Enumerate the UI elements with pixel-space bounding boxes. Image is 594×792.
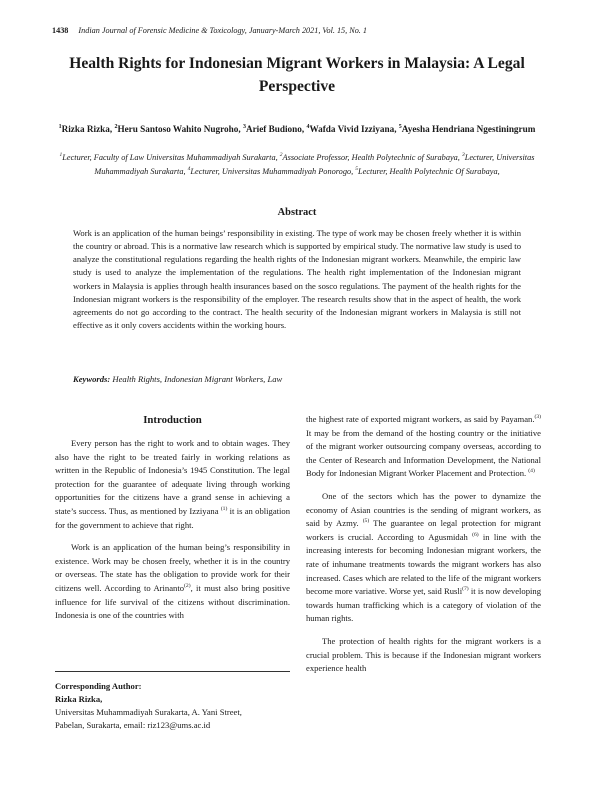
author-name: Ayesha Hendriana Ngestiningrum bbox=[401, 124, 536, 134]
paragraph-text: the highest rate of exported migrant workers, as said by Payaman. bbox=[306, 414, 535, 424]
body-paragraph bbox=[55, 541, 290, 623]
paragraph-text: One of the sectors which has the power to dynamize the economy of Asian countries is the sending of migrant workers, as said by Azmy. bbox=[306, 490, 541, 529]
affiliation-text: Lecturer, Faculty of Law Universitas Muhammadiyah Surakarta, bbox=[62, 153, 278, 162]
affiliation-list bbox=[58, 151, 536, 179]
corresponding-author-name: Rizka Rizka, bbox=[55, 694, 103, 704]
footnote-divider bbox=[55, 671, 290, 672]
section-heading-introduction: Introduction bbox=[143, 414, 202, 426]
body-column-right bbox=[306, 413, 541, 676]
paper-title: Health Rights for Indonesian Migrant Workers in Malaysia: A Legal Perspective bbox=[69, 55, 525, 95]
body-paragraph bbox=[306, 635, 541, 676]
abstract-text: Work is an application of the human beings’ responsibility in existing. The type of work may be chosen freely whether it is within the country or abroad. This is a normative law research which is supported by empirical study. The normative law study is used to analyze the constitutional regulations regarding the health rights of the Indonesian migrant workers. Meanwhile, the empiric law study is used to analyze the implementation of the regulations. The health right implementation of the Indonesian migrant workers in Malaysia is applies through health insurances based on the sosco regulations. The payment of the health rights for the Indonesian migrant workers is the responsibility of the employer. The research results show that in the aspect of health, the work agreements do not go according to the contract. The health security of the Indonesian migrant workers in Malaysia is still not effective as it only covers accidents within the working hours. bbox=[73, 228, 521, 331]
citation-ref: (1) bbox=[220, 506, 228, 513]
author-number: 2 bbox=[114, 123, 118, 130]
citation-ref: (5) bbox=[362, 518, 370, 525]
citation-ref: (7) bbox=[462, 586, 469, 593]
affiliation-text: Associate Professor, Health Polytechnic of Surabaya, bbox=[282, 153, 460, 162]
affiliation-text: Lecturer, Universitas Muhammadiyah Ponorogo, bbox=[190, 167, 354, 176]
keywords-text: Health Rights, Indonesian Migrant Workers, Law bbox=[112, 374, 283, 384]
journal-citation: Indian Journal of Forensic Medicine & Toxicology, January-March 2021, Vol. 15, No. 1 bbox=[78, 26, 367, 35]
citation-ref: (2) bbox=[184, 583, 191, 590]
body-paragraph bbox=[55, 437, 290, 532]
page-number: 1438 bbox=[52, 26, 69, 35]
author-number: 4 bbox=[306, 123, 310, 130]
corresponding-author bbox=[55, 680, 295, 732]
corresponding-author-address: Universitas Muhammadiyah Surakarta, A. Yani Street, bbox=[55, 707, 242, 717]
running-head bbox=[52, 26, 552, 35]
paragraph-text: Work is an application of the human being’s responsibility in existence. Work may be chosen freely, whether it is in the country or overseas. The state has the obligation to provide work for their citizens well. According to Arinanto bbox=[55, 542, 290, 593]
affiliation-number: 3 bbox=[461, 152, 465, 159]
author-list bbox=[52, 122, 542, 137]
corresponding-author-label: Corresponding Author: bbox=[55, 681, 142, 691]
author-number: 1 bbox=[58, 123, 62, 130]
paragraph-text: in line with the increasing interests for becoming Indonesian migrant workers, the rate of inhumane treatments towards the migrant workers has also increased. Cases which are related to the life of the migrant workers become more variative. Worse yet, said Rusli bbox=[306, 531, 541, 597]
body-column-left bbox=[55, 413, 290, 623]
author-name: Wafda Vivid Izziyana, bbox=[309, 124, 397, 134]
keywords bbox=[73, 374, 521, 384]
body-paragraph bbox=[306, 413, 541, 481]
author-name: Heru Santoso Wahito Nugroho, bbox=[117, 124, 241, 134]
affiliation-number: 5 bbox=[355, 166, 359, 173]
citation-ref: (4) bbox=[528, 468, 535, 475]
author-name: Rizka Rizka, bbox=[61, 124, 113, 134]
body-paragraph bbox=[306, 490, 541, 626]
citation-ref: (3) bbox=[534, 414, 541, 421]
citation-ref: (6) bbox=[472, 531, 479, 538]
affiliation-number: 2 bbox=[279, 152, 283, 159]
affiliation-number: 1 bbox=[59, 152, 63, 159]
paragraph-text: it is now developing towards human trafficking which is a category of violation of the human rights. bbox=[306, 586, 541, 624]
affiliation-text: Lecturer, Universitas Muhammadiyah Surakarta, bbox=[94, 153, 535, 176]
author-number: 5 bbox=[398, 123, 402, 130]
abstract-heading: Abstract bbox=[277, 207, 317, 218]
paragraph-text: It may be from the demand of the hosting country or the initiative of the migrant worker outsourcing company overseas, according to the Center of Research and Information Development, the National Body for Indonesian Migrant Worker Placement and Protection. bbox=[306, 427, 541, 479]
paragraph-text: it is an obligation for the government to achieve that right. bbox=[55, 505, 291, 530]
author-number: 3 bbox=[242, 123, 246, 130]
author-name: Arief Budiono, bbox=[245, 124, 305, 134]
keywords-label: Keywords: bbox=[73, 374, 111, 384]
affiliation-text: Lecturer, Health Polytechnic Of Surabaya, bbox=[358, 167, 500, 176]
paragraph-text: Every person has the right to work and to obtain wages. They also have the right to be treated fairly in working relations as written in the Republic of Indonesia’s 1945 Constitution. The legal protection for the guarantee of adequate living through working opportunities for the citizens have a grand sense in achieving a state’s success. Thus, as mentioned by Izziyana bbox=[55, 438, 290, 516]
corresponding-author-contact: Pabelan, Surakarta, email: riz123@ums.ac.id bbox=[55, 720, 211, 730]
paragraph-text: , it must also bring positive influence for life survival of the citizens without discrimination. Indonesia is one of the countries with bbox=[55, 582, 290, 621]
paragraph-text: The guarantee on legal protection for migrant workers is crucial. According to Agusmidah bbox=[306, 518, 542, 542]
paragraph-text: The protection of health rights for the migrant workers is a crucial problem. This is because if the Indonesian migrant workers experience health bbox=[306, 635, 541, 674]
affiliation-number: 4 bbox=[187, 166, 191, 173]
